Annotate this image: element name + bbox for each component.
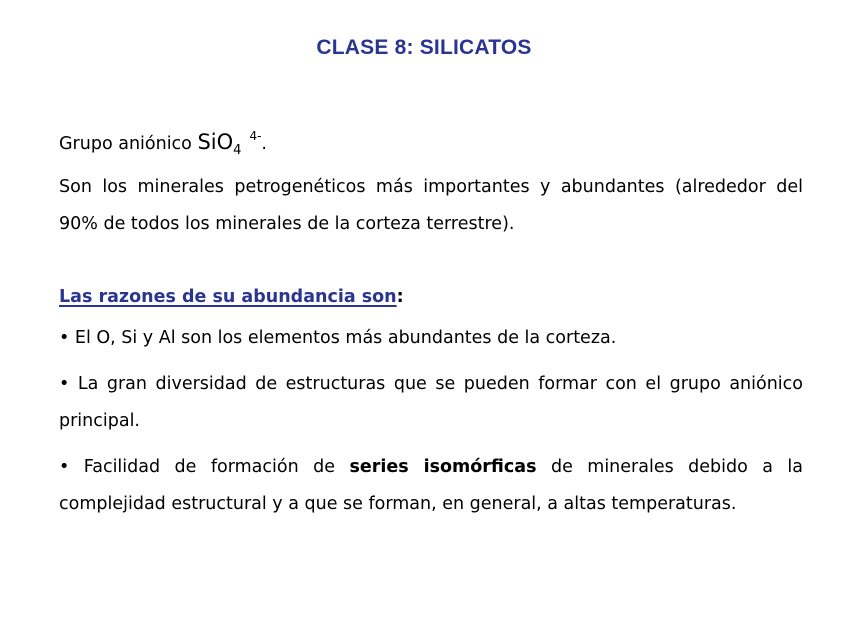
bullet-bold-term: series isomórficas — [349, 457, 537, 477]
bullet-text-end: de minerales debido a la complejidad estructural y a que se forman, en general, a altas temperaturas. — [59, 457, 804, 514]
formula-subscript: 4 — [233, 143, 242, 158]
bullet-text-start: • Facilidad de formación de — [59, 457, 350, 477]
bullet-item — [59, 449, 803, 523]
formula-period: . — [261, 134, 267, 154]
reasons-heading-colon: : — [396, 287, 404, 307]
reasons-heading: Las razones de su abundancia son — [59, 287, 397, 307]
bullet-item: • El O, Si y Al son los elementos más abundantes de la corteza. — [59, 328, 617, 348]
spacer — [59, 243, 803, 279]
reasons-heading-line — [59, 279, 803, 316]
intro-paragraph: Son los minerales petrogenéticos más importantes y abundantes (alrededor del 90% de todos los minerales de la corteza terrestre). — [59, 177, 803, 234]
anionic-group-label: Grupo aniónico — [59, 134, 198, 154]
formula-base: SiO — [197, 130, 234, 154]
slide-title: CLASE 8: SILICATOS — [316, 36, 532, 59]
anionic-group-line — [59, 118, 803, 169]
slide-content — [59, 118, 803, 523]
formula-superscript: 4- — [249, 129, 262, 143]
bullet-item: • La gran diversidad de estructuras que se pueden formar con el grupo aniónico principal. — [59, 374, 803, 431]
